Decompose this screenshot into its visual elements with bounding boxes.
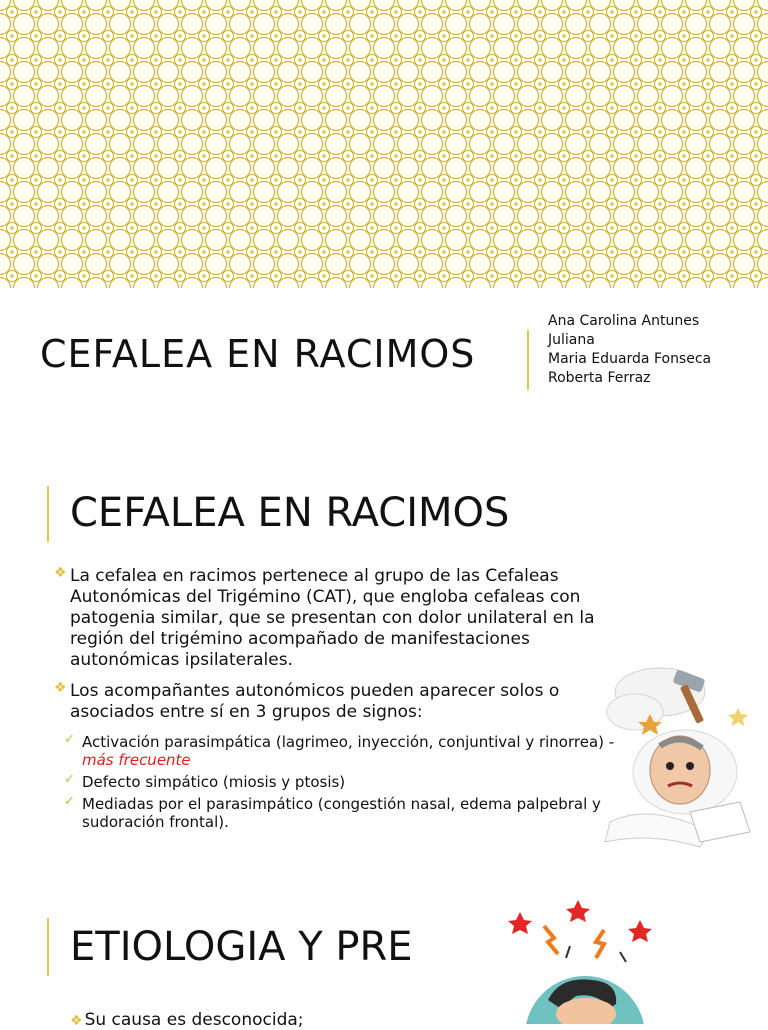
content-slide xyxy=(0,468,768,888)
diamond-bullet-icon: ❖ xyxy=(70,1013,83,1029)
diamond-bullet-icon: ❖ xyxy=(54,680,67,696)
slide-title: CEFALEA EN RACIMOS xyxy=(40,332,476,376)
author-name: Juliana xyxy=(548,332,595,348)
sub-bullet-text: Activación parasimpática (lagrimeo, inyección, conjuntival y rinorrea) - xyxy=(82,733,615,751)
authors-list xyxy=(548,312,711,388)
sub-bullet-item xyxy=(58,773,628,791)
bullet-list xyxy=(54,565,628,835)
diamond-bullet-icon: ❖ xyxy=(54,565,67,581)
title-slide xyxy=(0,288,768,468)
slide-title: ETIOLOGIA Y PRE xyxy=(70,924,413,970)
sub-bullet-item xyxy=(58,733,628,769)
bullet-text: Los acompañantes autonómicos pueden aparecer solos o asociados entre sí en 3 grupos de signos: xyxy=(70,681,560,722)
checkmark-icon: ✓ xyxy=(64,794,75,809)
checkmark-icon: ✓ xyxy=(64,772,75,787)
bullet-item xyxy=(54,565,628,671)
accent-divider xyxy=(47,486,49,542)
highlight-text: más frecuente xyxy=(82,751,191,769)
author-name: Ana Carolina Antunes xyxy=(548,313,700,329)
bullet-text: Su causa es desconocida; xyxy=(84,1010,304,1030)
content-slide xyxy=(0,888,768,1030)
stressed-man-illustration xyxy=(500,896,670,1024)
slide-title: CEFALEA EN RACIMOS xyxy=(70,490,510,536)
sub-bullet-item xyxy=(58,795,628,831)
sub-bullet-text: Defecto simpático (miosis y ptosis) xyxy=(82,773,346,791)
author-name: Maria Eduarda Fonseca xyxy=(548,351,712,367)
bullet-text: La cefalea en racimos pertenece al grupo de las Cefaleas Autonómicas del Trigémino (CAT), que engloba cefaleas con patogenia similar, que se presentan con dolor unilateral en la región del trigémino acompañado de manifestaciones autonómicas ipsilaterales. xyxy=(70,566,595,670)
bullet-item xyxy=(70,1010,304,1030)
headache-man-illustration xyxy=(590,662,760,862)
checkmark-icon: ✓ xyxy=(64,732,75,747)
bullet-item xyxy=(54,680,628,723)
accent-divider xyxy=(47,918,49,976)
accent-divider xyxy=(527,330,529,390)
author-name: Roberta Ferraz xyxy=(548,370,651,386)
sub-bullet-text: Mediadas por el parasimpático (congestión nasal, edema palpebral y sudoración frontal). xyxy=(82,795,601,831)
decorative-pattern-banner xyxy=(0,0,768,288)
